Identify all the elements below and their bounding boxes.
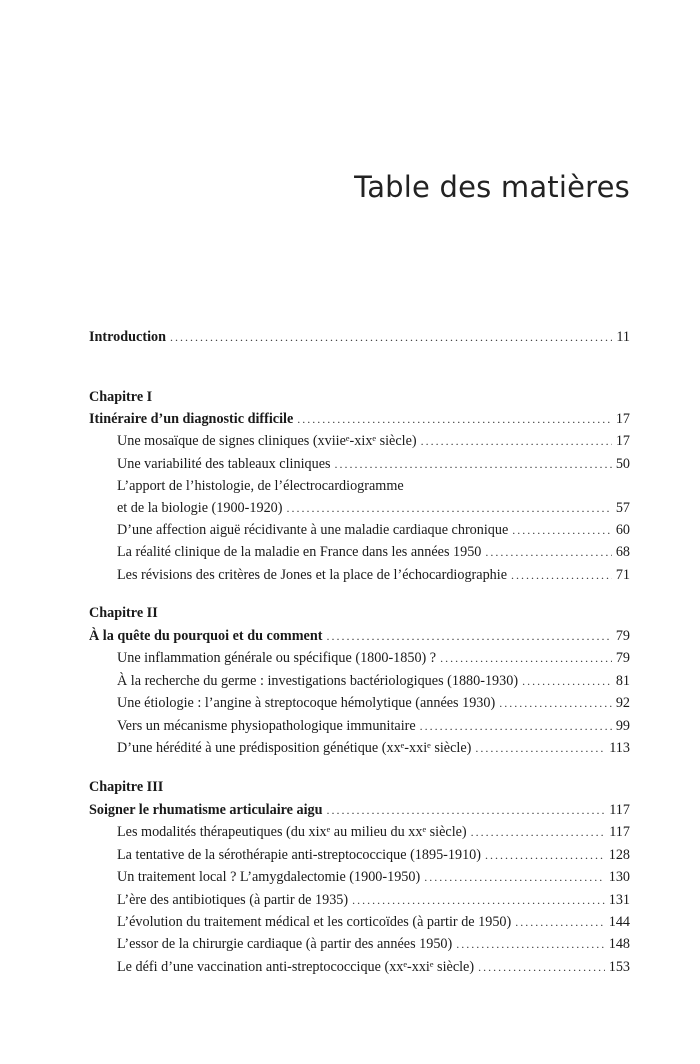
toc-entry-chapter-title[interactable]	[89, 625, 630, 647]
toc-entry[interactable]	[117, 866, 630, 888]
dot-leader	[471, 821, 606, 843]
dot-leader	[440, 647, 612, 669]
dot-leader	[485, 541, 611, 563]
toc-entry-chapter-title[interactable]	[89, 799, 630, 821]
toc-entry[interactable]	[117, 821, 630, 843]
page-number: 148	[608, 936, 630, 952]
entry-label: La tentative de la sérothérapie anti-streptococcique (1895-1910)	[117, 847, 481, 863]
page-number: 99	[615, 718, 630, 734]
dot-leader	[421, 430, 612, 452]
toc-entry[interactable]	[117, 737, 630, 759]
entry-label: Introduction	[89, 329, 166, 345]
toc-entry[interactable]	[117, 956, 630, 978]
entry-label: D’une affection aiguë récidivante à une maladie cardiaque chronique	[117, 522, 509, 538]
chapter-label: Chapitre I	[89, 389, 153, 405]
toc-entry-introduction[interactable]	[89, 326, 630, 348]
entry-label: La réalité clinique de la maladie en France dans les années 1950	[117, 544, 482, 560]
dot-leader	[352, 889, 605, 911]
toc-entry[interactable]	[117, 933, 630, 955]
dot-leader	[475, 737, 605, 759]
toc-entry[interactable]	[117, 670, 630, 692]
toc-entry[interactable]	[117, 692, 630, 714]
page-number: 60	[615, 522, 630, 538]
page-number: 17	[615, 433, 630, 449]
page-number: 144	[608, 914, 630, 930]
entry-label: et de la biologie (1900-1920)	[117, 500, 283, 516]
toc-entry[interactable]	[117, 715, 630, 737]
dot-leader	[522, 670, 612, 692]
dot-leader	[327, 799, 606, 821]
entry-label: D’une hérédité à une prédisposition génétique (xxᵉ-xxiᵉ siècle)	[117, 740, 472, 756]
dot-leader	[499, 692, 612, 714]
toc-entry-continued: L’apport de l’histologie, de l’électrocardiogramme	[117, 478, 404, 494]
chapter-label: Chapitre II	[89, 605, 158, 621]
dot-leader	[512, 519, 612, 541]
entry-label: À la quête du pourquoi et du comment	[89, 628, 323, 644]
page-number: 17	[615, 411, 630, 427]
entry-label: Une variabilité des tableaux cliniques	[117, 456, 331, 472]
page-number: 79	[615, 650, 630, 666]
entry-label: L’essor de la chirurgie cardiaque (à partir des années 1950)	[117, 936, 453, 952]
dot-leader	[511, 564, 612, 586]
dot-leader	[170, 326, 612, 348]
page-title: Table des matières	[354, 170, 630, 204]
entry-label: Une étiologie : l’angine à streptocoque hémolytique (années 1930)	[117, 695, 496, 711]
dot-leader	[335, 453, 612, 475]
page-number: 113	[609, 740, 630, 756]
toc-entry[interactable]	[117, 541, 630, 563]
toc-entry[interactable]	[117, 453, 630, 475]
page-number: 68	[615, 544, 630, 560]
page-number: 153	[608, 959, 630, 975]
entry-label: Itinéraire d’un diagnostic difficile	[89, 411, 294, 427]
toc-entry[interactable]	[117, 430, 630, 452]
dot-leader	[515, 911, 604, 933]
chapter-label: Chapitre III	[89, 779, 164, 795]
page-number: 79	[615, 628, 630, 644]
entry-label: Une inflammation générale ou spécifique (1800-1850) ?	[117, 650, 437, 666]
entry-label: Les modalités thérapeutiques (du xixᵉ au milieu du xxᵉ siècle)	[117, 824, 467, 840]
dot-leader	[456, 933, 604, 955]
dot-leader	[297, 408, 612, 430]
dot-leader	[420, 715, 612, 737]
page-number: 11	[616, 329, 630, 345]
page-number: 130	[608, 869, 630, 885]
entry-label: L’évolution du traitement médical et les corticoïdes (à partir de 1950)	[117, 914, 512, 930]
entry-label: Une mosaïque de signes cliniques (xviieᵉ-xixᵉ siècle)	[117, 433, 417, 449]
page-number: 117	[609, 802, 630, 818]
entry-label: Le défi d’une vaccination anti-streptococcique (xxᵉ-xxiᵉ siècle)	[117, 959, 475, 975]
dot-leader	[424, 866, 604, 888]
entry-label: L’ère des antibiotiques (à partir de 1935)	[117, 892, 349, 908]
toc-entry[interactable]	[117, 844, 630, 866]
entry-label: À la recherche du germe : investigations bactériologiques (1880-1930)	[117, 673, 519, 689]
page-number: 128	[608, 847, 630, 863]
toc-entry[interactable]	[117, 889, 630, 911]
toc-entry[interactable]	[117, 497, 630, 519]
toc-entry[interactable]	[117, 911, 630, 933]
dot-leader	[326, 625, 611, 647]
toc-entry[interactable]	[117, 519, 630, 541]
entry-label: Vers un mécanisme physiopathologique immunitaire	[117, 718, 416, 734]
dot-leader	[478, 956, 605, 978]
toc-entry[interactable]	[117, 564, 630, 586]
page-number: 81	[615, 673, 630, 689]
entry-label: Un traitement local ? L’amygdalectomie (1900-1950)	[117, 869, 421, 885]
dot-leader	[286, 497, 611, 519]
dot-leader	[485, 844, 605, 866]
page-number: 92	[615, 695, 630, 711]
toc-entry-chapter-title[interactable]	[89, 408, 630, 430]
page-number: 131	[608, 892, 630, 908]
toc-entry[interactable]	[117, 647, 630, 669]
page-number: 71	[615, 567, 630, 583]
entry-label: Les révisions des critères de Jones et la place de l’échocardiographie	[117, 567, 507, 583]
page-number: 57	[615, 500, 630, 516]
page-number: 117	[609, 824, 630, 840]
entry-label: Soigner le rhumatisme articulaire aigu	[89, 802, 323, 818]
page-number: 50	[615, 456, 630, 472]
